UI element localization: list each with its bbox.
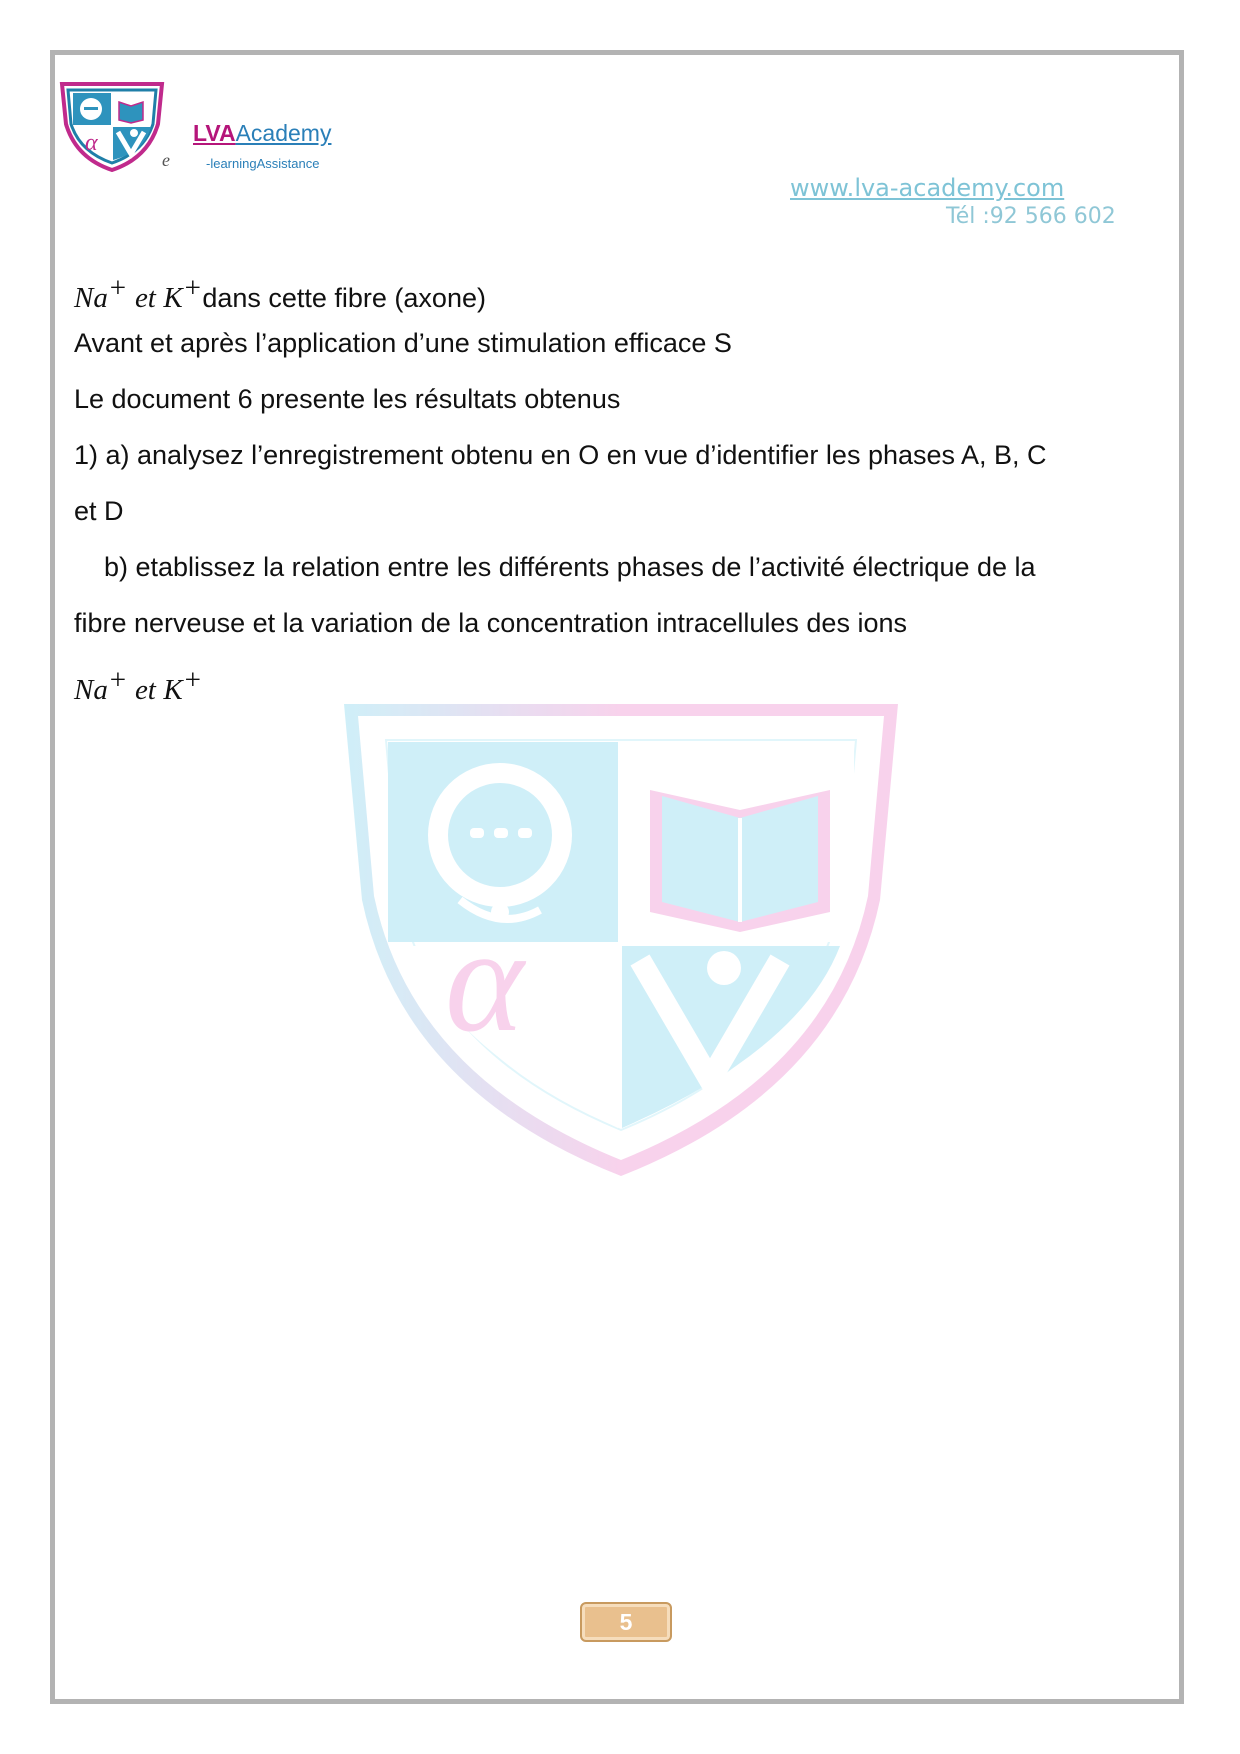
line1-text: dans cette fibre (axone) [202,283,486,313]
math-plus: + [107,664,128,696]
open-book-icon [650,790,830,932]
text-line-2: Avant et après l’application d’une stimulation efficace S [74,328,732,358]
math-plus: + [182,272,203,304]
math-et: et [134,282,156,314]
math-na: Na [74,674,108,706]
math-na: Na [74,282,108,314]
question-1a-continued: et D [74,496,124,526]
math-plus: + [107,272,128,304]
math-k: K [163,282,183,314]
question-1b-continued: fibre nerveuse et la variation de la concentration intracellules des ions [74,608,907,638]
question-1a: 1) a) analysez l’enregistrement obtenu en O en vue d’identifier les phases A, B, C [74,440,1047,470]
brand-name [193,122,331,145]
question-1b: b) etablissez la relation entre les différents phases de l’activité électrique de la [104,552,1036,582]
svg-text:α: α [85,130,98,156]
text-line-ions [74,664,202,707]
lva-shield-logo-icon [58,80,166,172]
brand-lva: LVA [193,120,236,146]
text-line-3: Le document 6 presente les résultats obtenus [74,384,621,414]
text-line-1 [74,272,486,315]
math-et: et [134,674,156,706]
brand-academy: Academy [235,120,332,146]
alpha-icon: α [445,897,524,1063]
watermark-shield-icon [340,700,902,1180]
phone-number: Tél :92 566 602 [946,204,1116,229]
website-link[interactable]: www.lva-academy.com [790,174,1065,202]
math-plus: + [182,664,203,696]
brand-e-letter: e [162,150,170,170]
brand-subtitle: -learningAssistance [206,156,320,171]
math-k: K [163,674,183,706]
page-number-badge: 5 [580,1602,672,1642]
